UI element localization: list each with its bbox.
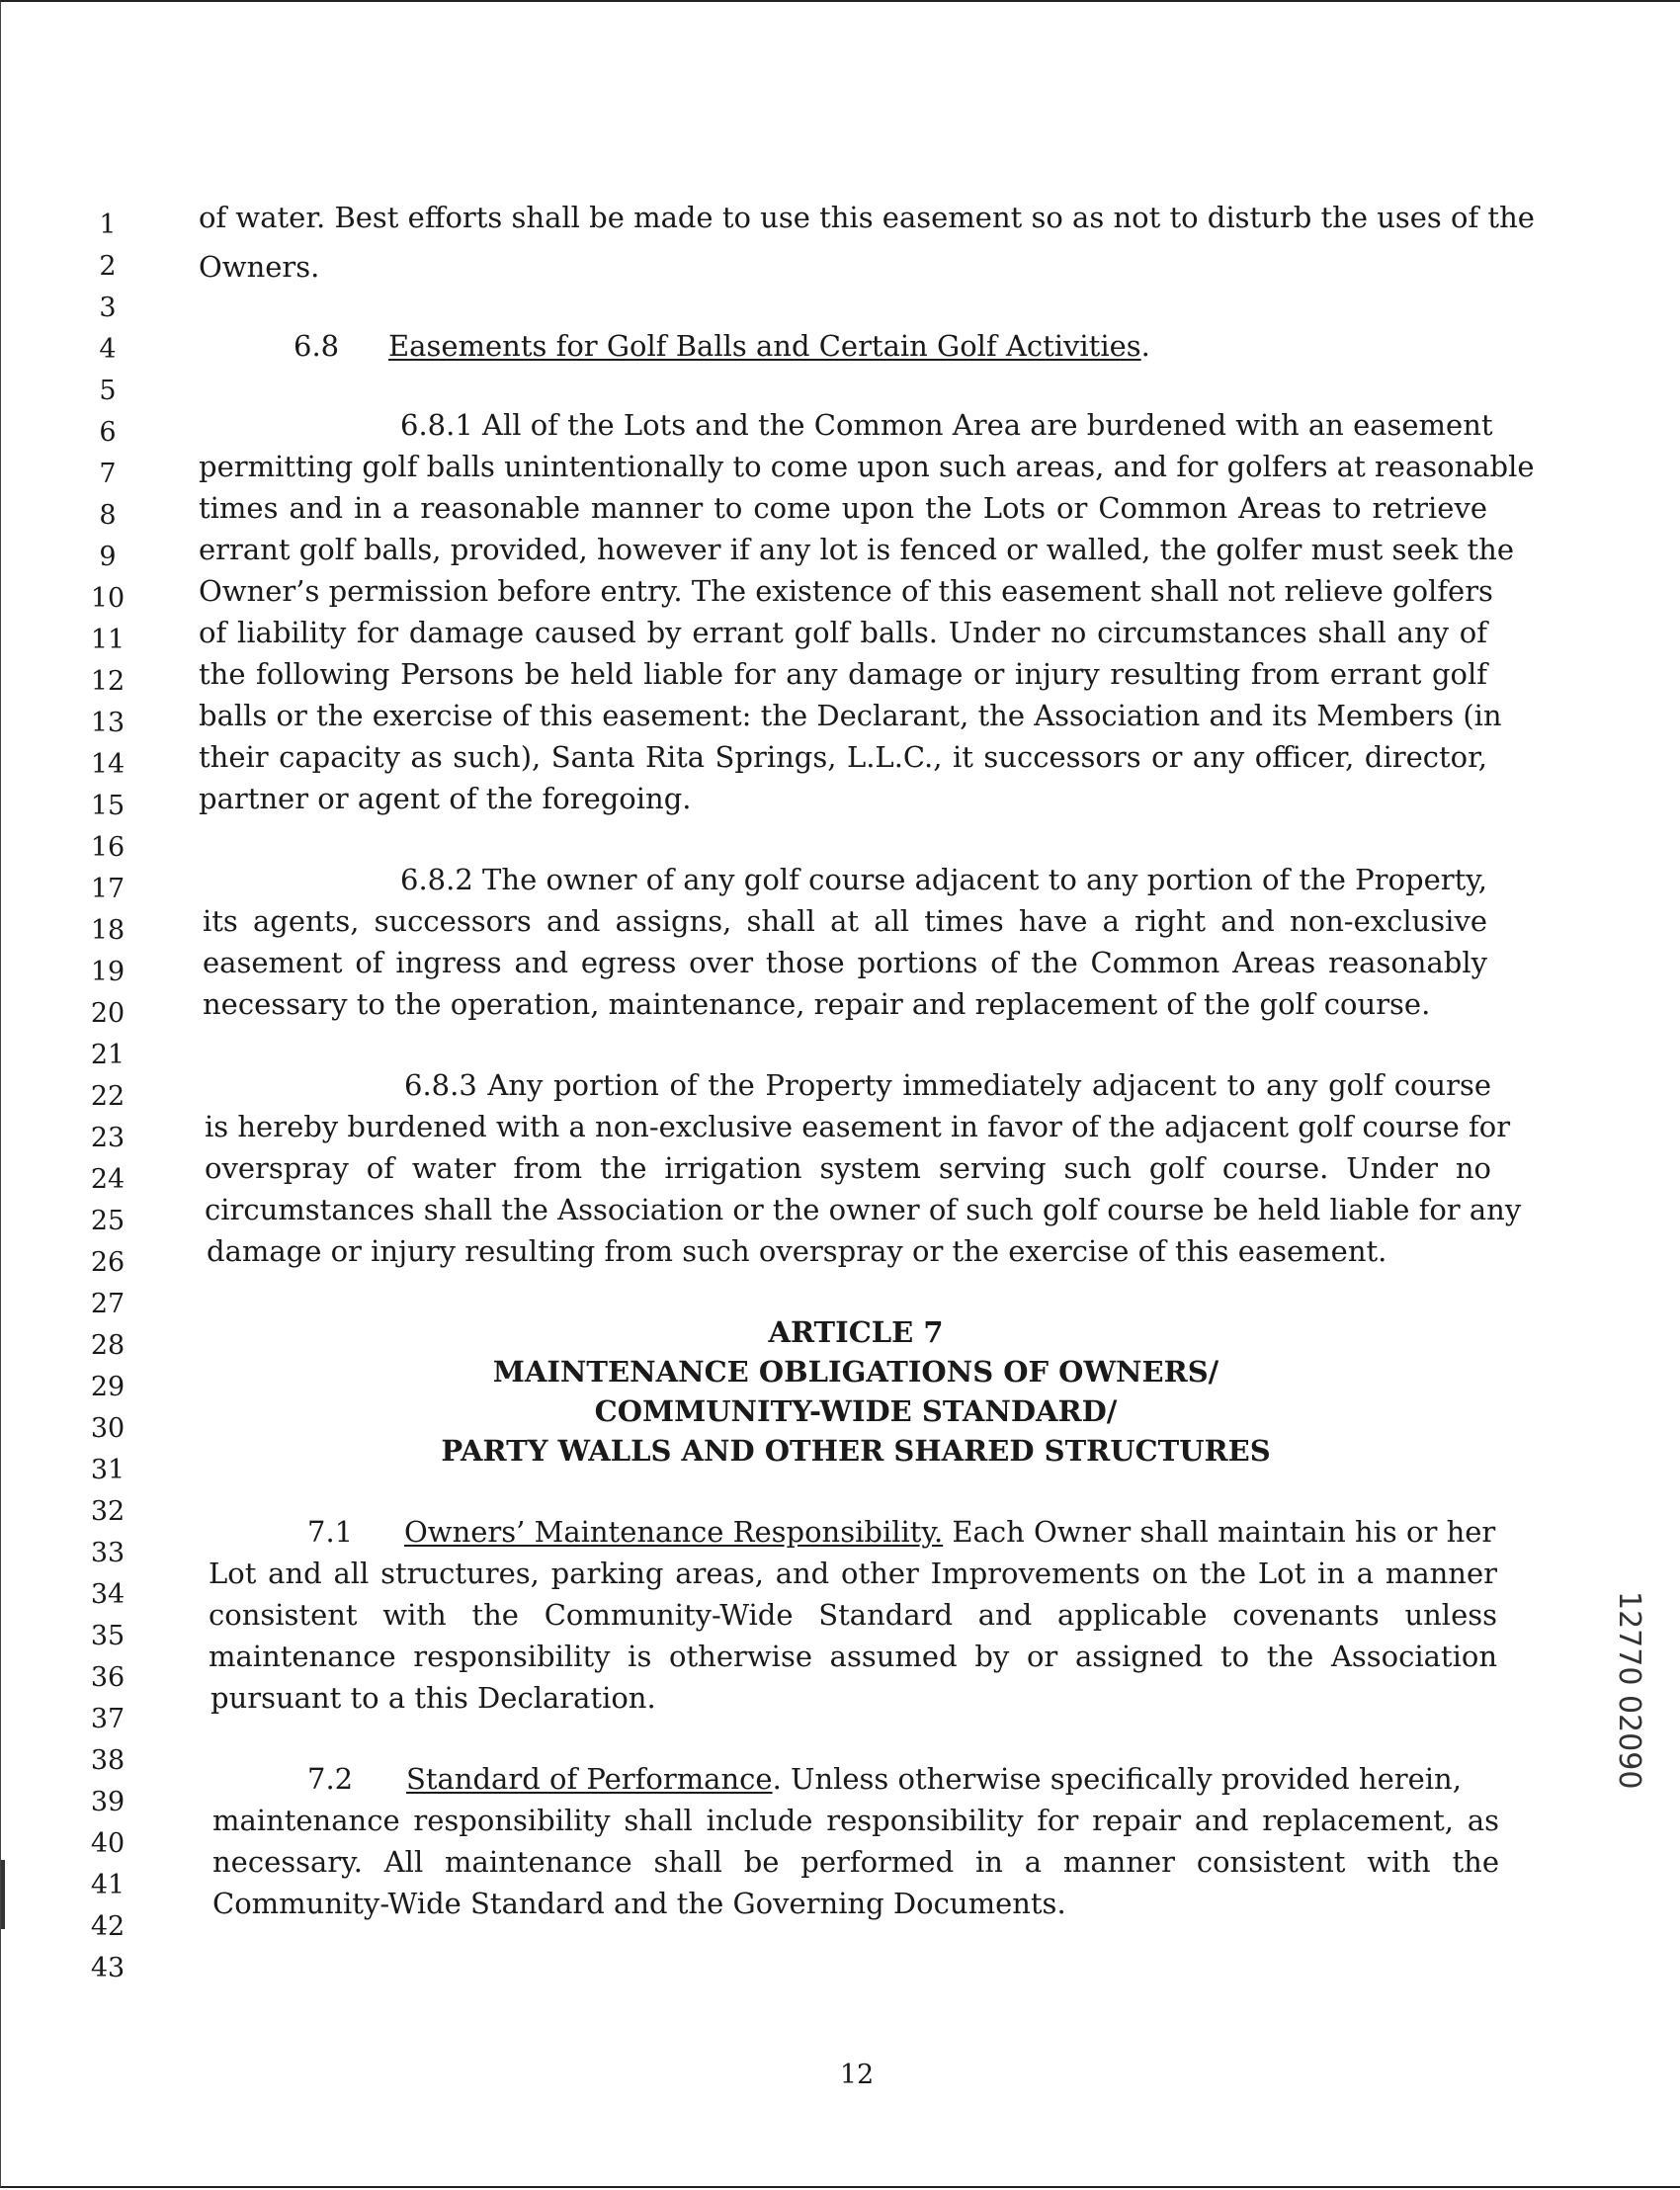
line-number: 33 [90, 1538, 126, 1568]
section-6-8-heading [199, 331, 1498, 361]
section-title: Easements for Golf Balls and Certain Golf Activities [388, 329, 1141, 363]
page-number: 12 [839, 2060, 875, 2090]
section-number: 7.1 [307, 1515, 354, 1549]
body-line: times and in a reasonable manner to come upon the Lots or Common Areas to retrieve [199, 491, 1487, 525]
section-title-period: . [1140, 329, 1150, 363]
body-text: . Unless otherwise specifically provided herein, [772, 1762, 1462, 1796]
line-number: 30 [90, 1413, 126, 1444]
recording-stamp: 12770 02090 [1612, 1591, 1646, 1790]
line-number: 17 [90, 874, 126, 904]
article-heading-line: COMMUNITY-WIDE STANDARD/ [594, 1394, 1118, 1428]
line-number: 19 [90, 957, 126, 987]
line-number: 32 [90, 1496, 126, 1527]
line-number: 37 [90, 1704, 126, 1734]
line-number: 9 [99, 542, 117, 572]
line-number: 4 [99, 334, 117, 365]
line-number: 42 [90, 1911, 126, 1942]
line-number: 39 [90, 1787, 126, 1817]
article-heading-line: ARTICLE 7 [768, 1315, 944, 1349]
line-number: 38 [90, 1745, 126, 1776]
line-number: 12 [90, 666, 126, 697]
section-number: 7.2 [307, 1762, 354, 1796]
body-line: the following Persons be held liable for any damage or injury resulting from errant golf [199, 657, 1487, 691]
body-line: necessary. All maintenance shall be performed in a manner consistent with the [212, 1845, 1499, 1879]
line-number: 25 [90, 1206, 126, 1236]
line-number-column [1, 2, 159, 2190]
body-line: errant golf balls, provided, however if any lot is fenced or walled, the golfer must seek the [199, 533, 1515, 566]
body-line: pursuant to a this Declaration. [210, 1681, 656, 1715]
line-number: 31 [90, 1455, 126, 1485]
body-line: 6.8.1 All of the Lots and the Common Area are burdened with an easement [400, 408, 1493, 442]
line-number: 3 [99, 293, 117, 323]
body-text: Each Owner shall maintain his or her [943, 1515, 1496, 1549]
body-line: partner or agent of the foregoing. [199, 782, 692, 815]
body-line: balls or the exercise of this easement: the Declarant, the Association and its Members (in [199, 699, 1502, 732]
line-number: 36 [90, 1662, 126, 1693]
line-number: 24 [90, 1164, 126, 1195]
body-line: maintenance responsibility shall include responsibility for repair and replacement, as [212, 1804, 1499, 1837]
body-line: consistent with the Community-Wide Standard and applicable covenants unless [209, 1598, 1497, 1632]
section-title: Standard of Performance [406, 1762, 773, 1796]
line-number: 34 [90, 1579, 126, 1610]
line-number: 27 [90, 1289, 126, 1319]
body-line: 6.8.3 Any portion of the Property immediately adjacent to any golf course [404, 1068, 1491, 1102]
line-number: 26 [90, 1247, 126, 1278]
body-line: of liability for damage caused by errant golf balls. Under no circumstances shall any of [199, 616, 1487, 649]
line-number: 29 [90, 1372, 126, 1402]
line-number: 28 [90, 1330, 126, 1361]
line-number: 16 [90, 832, 126, 863]
line-number: 11 [90, 625, 126, 655]
article-heading-line: MAINTENANCE OBLIGATIONS OF OWNERS/ [492, 1355, 1219, 1389]
line-number: 23 [90, 1123, 126, 1153]
line-number: 40 [90, 1828, 126, 1859]
body-line: of water. Best efforts shall be made to use this easement so as not to disturb the uses of the [199, 201, 1535, 234]
line-number: 43 [90, 1953, 126, 1983]
line-number: 35 [90, 1621, 126, 1651]
line-number: 21 [90, 1040, 126, 1070]
body-line: easement of ingress and egress over those portions of the Common Areas reasonably [203, 946, 1487, 979]
line-number: 14 [90, 749, 126, 780]
line-number: 8 [99, 500, 117, 531]
line-number: 41 [90, 1870, 126, 1900]
line-number: 1 [99, 210, 117, 240]
section-7-2-first-line [307, 1764, 1499, 1794]
body-line: their capacity as such), Santa Rita Springs, L.L.C., it successors or any officer, director, [199, 740, 1487, 774]
body-line: Owner’s permission before entry. The existence of this easement shall not relieve golfers [199, 574, 1493, 608]
body-line: necessary to the operation, maintenance, repair and replacement of the golf course. [203, 987, 1431, 1021]
line-number: 2 [99, 251, 117, 282]
body-line: 6.8.2 The owner of any golf course adjacent to any portion of the Property, [400, 863, 1487, 896]
section-7-1-first-line [307, 1517, 1497, 1547]
body-line: its agents, successors and assigns, shall at all times have a right and non-exclusive [203, 904, 1487, 938]
body-line: Owners. [199, 250, 320, 284]
line-number: 6 [99, 417, 117, 448]
body-line: damage or injury resulting from such overspray or the exercise of this easement. [207, 1234, 1387, 1268]
article-heading-line: PARTY WALLS AND OTHER SHARED STRUCTURES [441, 1434, 1271, 1468]
body-line: Community-Wide Standard and the Governing Documents. [212, 1887, 1066, 1920]
body-line: overspray of water from the irrigation system serving such golf course. Under no [205, 1151, 1491, 1185]
line-number: 7 [99, 459, 117, 489]
body-line: permitting golf balls unintentionally to come upon such areas, and for golfers at reasonable [199, 450, 1535, 483]
line-number: 13 [90, 708, 126, 738]
body-line: maintenance responsibility is otherwise assumed by or assigned to the Association [209, 1640, 1497, 1673]
body-line: is hereby burdened with a non-exclusive easement in favor of the adjacent golf course for [205, 1110, 1511, 1143]
body-line: Lot and all structures, parking areas, and other Improvements on the Lot in a manner [209, 1557, 1497, 1590]
line-number: 10 [90, 583, 126, 614]
section-number: 6.8 [294, 329, 340, 363]
line-number: 15 [90, 791, 126, 821]
line-number: 20 [90, 998, 126, 1029]
section-title: Owners’ Maintenance Responsibility. [404, 1515, 944, 1549]
line-number: 18 [90, 915, 126, 946]
line-number: 22 [90, 1081, 126, 1112]
line-number: 5 [99, 376, 117, 406]
body-line: circumstances shall the Association or the owner of such golf course be held liable for any [205, 1193, 1522, 1226]
